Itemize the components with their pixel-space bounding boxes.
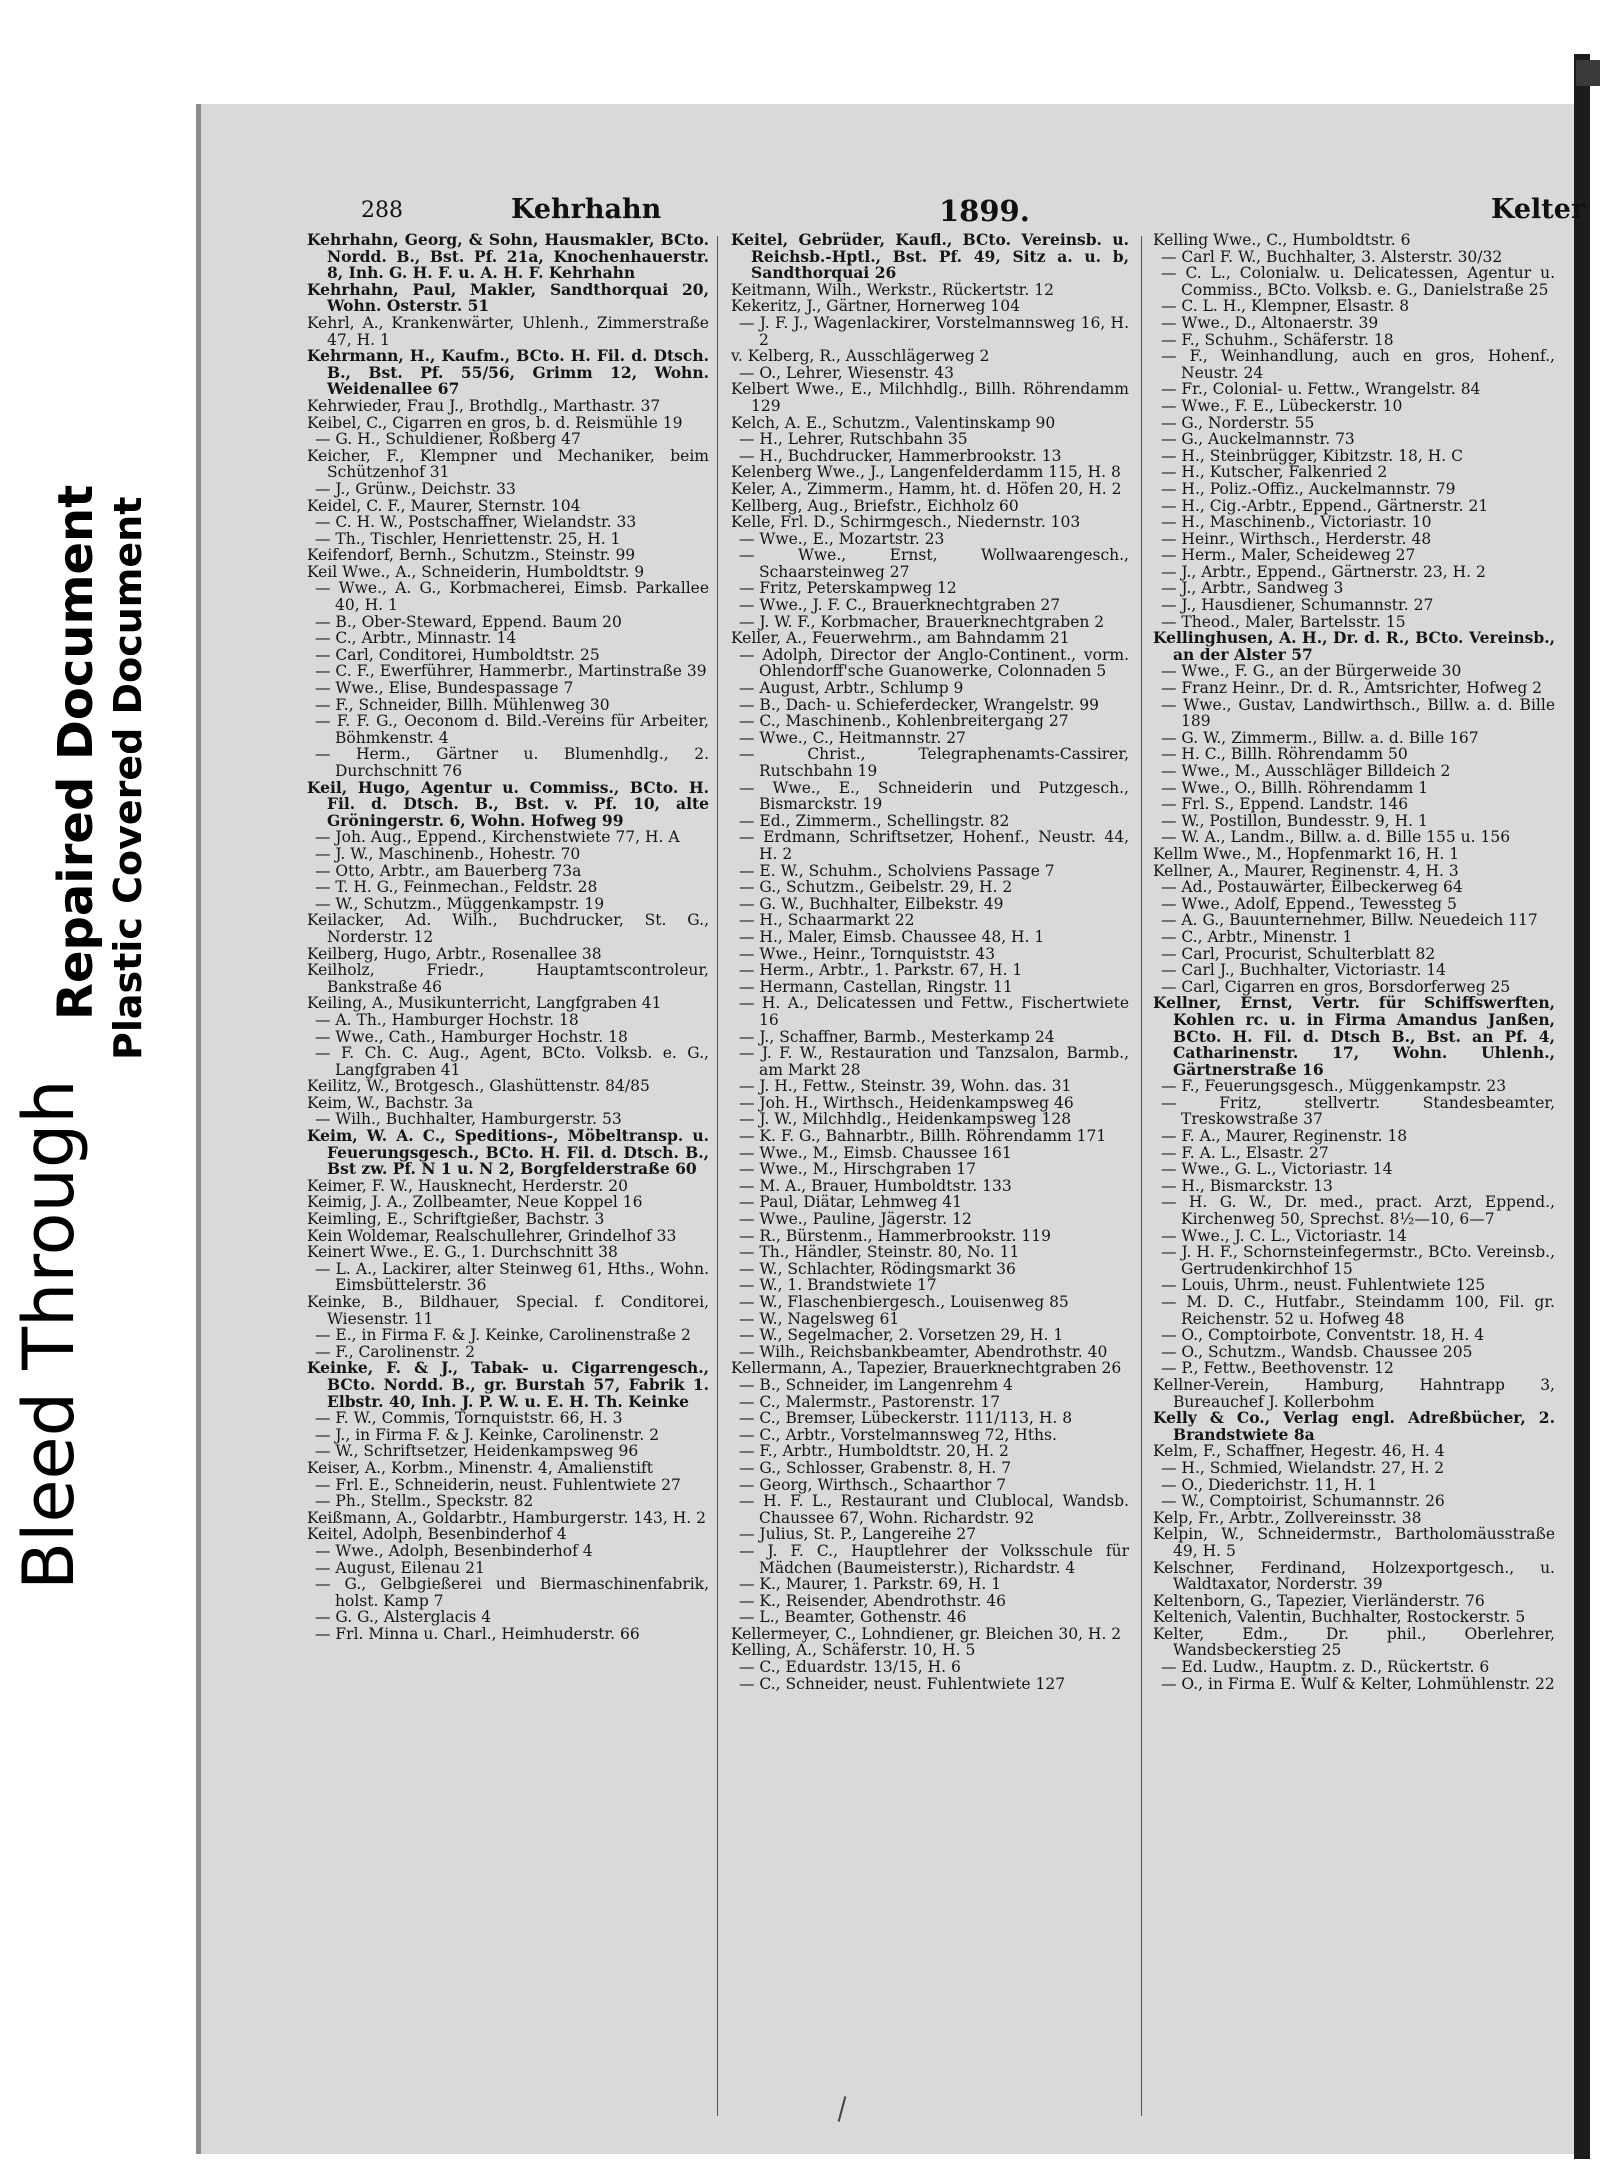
directory-entry: — T. H. G., Feinmechan., Feldstr. 28 [315,878,598,897]
directory-entry: — Paul, Diätar, Lehmweg 41 [739,1193,963,1212]
directory-entry: — Wwe., M., Eimsb. Chaussee 161 [739,1143,1012,1162]
directory-entry: — J. F. J., Wagenlackirer, Vorstelmannsweg 16, H. 2 [739,313,1129,349]
directory-column-2 [731,232,1129,2122]
directory-entry: — Joh. H., Wirthsch., Heidenkampsweg 46 [739,1093,1074,1112]
directory-entry: Keim, W. A. C., Speditions-, Möbeltransp. u. Feuerungsgesch., BCto. H. Fil. d. Dtsch. B., Bst zw. Pf. N 1 u. N 2, Borgfelderstraße 60 [307,1126,709,1179]
directory-entry: — M. A., Brauer, Humboldtstr. 133 [739,1176,1012,1195]
directory-entry: — J., Schaffner, Barmb., Mesterkamp 24 [739,1027,1055,1046]
directory-entry: — W. A., Landm., Billw. a. d. Bille 155 u. 156 [1161,828,1511,847]
directory-entry: Kelschner, Ferdinand, Holzexportgesch., u. Waldtaxator, Norderstr. 39 [1153,1558,1555,1594]
directory-entry: — Wwe., Elise, Bundespassage 7 [315,679,574,698]
directory-entry: — B., Dach- u. Schieferdecker, Wrangelstr. 99 [739,695,1099,714]
directory-entry: Keiling, A., Musikunterricht, Langfgraben 41 [307,994,662,1013]
directory-entry: Keim, W., Bachstr. 3a [307,1093,473,1112]
directory-entry: — W., Nagelsweg 61 [739,1309,900,1328]
directory-entry: — Wwe., C., Heitmannstr. 27 [739,728,966,747]
directory-entry: Kelp, Fr., Arbtr., Zollvereinsstr. 38 [1153,1508,1422,1527]
directory-entry: Kellermann, A., Tapezier, Brauerknechtgraben 26 [731,1359,1122,1378]
directory-entry: — Ph., Stellm., Speckstr. 82 [315,1492,534,1511]
directory-entry: — Erdmann, Schriftsetzer, Hohenf., Neustr. 44, H. 2 [739,828,1129,863]
directory-entry: Keilberg, Hugo, Arbtr., Rosenallee 38 [307,944,602,963]
directory-entry: — Louis, Uhrm., neust. Fuhlentwiete 125 [1161,1276,1486,1295]
directory-entry: — H., Cig.-Arbtr., Eppend., Gärtnerstr. 21 [1161,496,1489,515]
directory-entry: — Wwe., A. G., Korbmacherei, Eimsb. Parkallee 40, H. 1 [315,579,709,615]
directory-entry: — J. W. F., Korbmacher, Brauerknechtgraben 2 [739,612,1105,631]
directory-entry: Kelch, A. E., Schutzm., Valentinskamp 90 [731,413,1056,432]
directory-entry: — G., Schutzm., Geibelstr. 29, H. 2 [739,878,1013,897]
directory-entry: — C., Malermstr., Pastorenstr. 17 [739,1392,1001,1411]
directory-entry: — W., Schriftsetzer, Heidenkampsweg 96 [315,1442,639,1461]
directory-entry: — H., Bismarckstr. 13 [1161,1176,1333,1195]
directory-entry: — Ed., Zimmerm., Schellingstr. 82 [739,811,1010,830]
directory-entry: — J. H. F., Schornsteinfegermstr., BCto. Vereinsb., Gertrudenkirchhof 15 [1161,1243,1555,1278]
directory-entry: — Herm., Arbtr., 1. Parkstr. 67, H. 1 [739,961,1023,980]
directory-entry: — Frl. Minna u. Charl., Heimhuderstr. 66 [315,1624,640,1643]
directory-entry: Keil Wwe., A., Schneiderin, Humboldtstr. 9 [307,562,645,581]
directory-entry: Keltenich, Valentin, Buchhalter, Rostockerstr. 5 [1153,1608,1526,1627]
directory-entry: — Wwe., F. G., an der Bürgerweide 30 [1161,662,1462,681]
directory-entry: Kekeritz, J., Gärtner, Hornerweg 104 [731,297,1020,316]
directory-entry: — B., Ober-Steward, Eppend. Baum 20 [315,612,622,631]
directory-entry: — Wwe., G. L., Victoriastr. 14 [1161,1160,1393,1179]
directory-entry: — Wwe., Gustav, Landwirthsch., Billw. a. d. Bille 189 [1161,695,1555,731]
directory-entry: — Joh. Aug., Eppend., Kirchenstwiete 77, H. A [315,828,680,847]
directory-entry: — C. H. W., Postschaffner, Wielandstr. 33 [315,513,637,532]
directory-entry: — G., Auckelmannstr. 73 [1161,430,1355,449]
directory-entry: — Wwe., Adolf, Eppend., Tewessteg 5 [1161,894,1457,913]
directory-entry: — W., Postillon, Bundesstr. 9, H. 1 [1161,811,1428,830]
directory-entry: — Wilh., Reichsbankbeamter, Abendrothstr. 40 [739,1342,1108,1361]
page-edge-corner [1576,60,1600,86]
directory-entry: — B., Schneider, im Langenrehm 4 [739,1375,1013,1394]
directory-entry: — Th., Händler, Steinstr. 80, No. 11 [739,1243,1020,1262]
directory-entry: — H. A., Delicatessen und Fettw., Fischertwiete 16 [739,994,1129,1029]
directory-entry: — Herm., Gärtner u. Blumenhdlg., 2. Durchschnitt 76 [315,745,709,780]
directory-entry: — August, Eilenau 21 [315,1558,485,1577]
directory-entry: Keilholz, Friedr., Hauptamtscontroleur, Bankstraße 46 [307,961,709,996]
directory-entry: — Carl, Conditorei, Humboldtstr. 25 [315,645,600,664]
directory-entry: — J., in Firma F. & J. Keinke, Carolinenstr. 2 [315,1425,660,1444]
directory-entry: Kelling, A., Schäferstr. 10, H. 5 [731,1641,976,1660]
directory-entry: — Hermann, Castellan, Ringstr. 11 [739,977,1013,996]
directory-entry: — Heinr., Wirthsch., Herderstr. 48 [1161,529,1432,548]
directory-entry: — L. A., Lackirer, alter Steinweg 61, Hths., Wohn. Eimsbüttelerstr. 36 [315,1259,709,1295]
directory-entry: — H., Schmied, Wielandstr. 27, H. 2 [1161,1458,1445,1477]
directory-entry: — Wwe., O., Billh. Röhrendamm 1 [1161,778,1429,797]
directory-entry: Keiser, A., Korbm., Minenstr. 4, Amalienstift [307,1458,653,1477]
directory-entry: — F., Weinhandlung, auch en gros, Hohenf., Neustr. 24 [1161,347,1555,382]
directory-entry: — Christ., Telegraphenamts-Cassirer, Rutschbahn 19 [739,745,1129,780]
directory-entry: — K., Reisender, Abendrothstr. 46 [739,1591,1006,1610]
directory-entry: — Frl. E., Schneiderin, neust. Fuhlentwiete 27 [315,1475,681,1494]
directory-entry: Keilacker, Ad. Wilh., Buchdrucker, St. G., Norderstr. 12 [307,911,709,946]
directory-entry: — G., Gelbgießerei und Biermaschinenfabrik, holst. Kamp 7 [315,1575,709,1610]
directory-entry: — W., Schlachter, Rödingsmarkt 36 [739,1259,1016,1278]
directory-entry: — W., 1. Brandstwiete 17 [739,1276,937,1295]
running-head [361,194,1586,234]
directory-entry: Keißmann, A., Goldarbtr., Hamburgerstr. 143, H. 2 [307,1508,706,1527]
directory-entry: Kellermeyer, C., Lohndiener, gr. Bleichen 30, H. 2 [731,1624,1122,1643]
directory-entry: — Adolph, Director der Anglo-Continent., vorm. Ohlendorff'sche Guanowerke, Colonnaden 5 [739,645,1129,681]
directory-entry: — H., Lehrer, Rutschbahn 35 [739,430,968,449]
directory-entry: Keltenborn, G., Tapezier, Vierländerstr. 76 [1153,1591,1485,1610]
directory-entry: Keitmann, Wilh., Werkstr., Rückertstr. 12 [731,280,1054,299]
directory-column-1 [307,232,709,2122]
directory-entry: — E. W., Schuhm., Scholviens Passage 7 [739,861,1055,880]
left-catchword: Kehrhahn [511,194,662,225]
directory-entry: — G. G., Alsterglacis 4 [315,1608,492,1627]
directory-entry: — O., Diederichstr. 11, H. 1 [1161,1475,1378,1494]
directory-entry: — Wwe., Pauline, Jägerstr. 12 [739,1210,972,1229]
directory-entry: — F. Ch. C. Aug., Agent, BCto. Volksb. e. G., Langfgraben 41 [315,1044,709,1079]
directory-entry: Keimer, F. W., Hausknecht, Herderstr. 20 [307,1176,628,1195]
directory-entry: — F. F. G., Oeconom d. Bild.-Vereins für Arbeiter, Böhmkenstr. 4 [315,712,709,747]
directory-entry: — J. F. W., Restauration und Tanzsalon, Barmb., am Markt 28 [739,1044,1129,1079]
directory-entry: — G. W., Buchhalter, Eilbekstr. 49 [739,894,1004,913]
directory-entry: — A. Th., Hamburger Hochstr. 18 [315,1010,579,1029]
directory-entry: Keilitz, W., Brotgesch., Glashüttenstr. 84/85 [307,1077,650,1096]
directory-entry: Keibel, C., Cigarren en gros, b. d. Reismühle 19 [307,413,683,432]
directory-entry: Kelbert Wwe., E., Milchhdlg., Billh. Röhrendamm 129 [731,380,1129,415]
directory-entry: Keler, A., Zimmerm., Hamm, ht. d. Höfen 20, H. 2 [731,479,1122,498]
directory-entry: Kelle, Frl. D., Schirmgesch., Niedernstr. 103 [731,513,1081,532]
directory-entry: Kellner, A., Maurer, Reginenstr. 4, H. 3 [1153,861,1459,880]
directory-entry: — Wwe., E., Schneiderin und Putzgesch., Bismarckstr. 19 [739,778,1129,814]
directory-entry: — A. G., Bauunternehmer, Billw. Neuedeich 117 [1161,911,1538,930]
directory-entry: — H., Buchdrucker, Hammerbrookstr. 13 [739,446,1062,465]
column-rule [717,236,718,2116]
directory-entry: — W., Schutzm., Müggenkampstr. 19 [315,894,605,913]
directory-entry: — Herm., Maler, Scheideweg 27 [1161,546,1416,565]
directory-entry: — C., Maschinenb., Kohlenbreitergang 27 [739,712,1069,731]
directory-entry: Keitel, Gebrüder, Kaufl., BCto. Vereinsb. u. Reichsb.-Hptl., Bst. Pf. 49, Sitz a. u. b, Sandthorquai 26 [731,232,1129,283]
directory-entry: — H. F. L., Restaurant und Clublocal, Wandsb. Chaussee 67, Wohn. Richardstr. 92 [739,1492,1129,1527]
directory-entry: — Th., Tischler, Henriettenstr. 25, H. 1 [315,529,621,548]
directory-entry: — Georg, Wirthsch., Schaarthor 7 [739,1475,1007,1494]
directory-entry: — F., Schneider, Billh. Mühlenweg 30 [315,695,610,714]
directory-entry: — Wilh., Buchhalter, Hamburgerstr. 53 [315,1110,622,1129]
directory-entry: — Carl, Procurist, Schulterblatt 82 [1161,944,1436,963]
directory-entry: Kehrl, A., Krankenwärter, Uhlenh., Zimmerstraße 47, H. 1 [307,313,709,349]
directory-entry: — C., Bremser, Lübeckerstr. 111/113, H. 8 [739,1409,1073,1428]
directory-entry: — J. F. C., Hauptlehrer der Volksschule für Mädchen (Baumeisterstr.), Richardstr. 4 [739,1541,1129,1577]
directory-entry: — J., Arbtr., Sandweg 3 [1161,579,1344,598]
directory-entry: Kehrwieder, Frau J., Brothdlg., Marthastr. 37 [307,396,661,415]
directory-entry: — Wwe., Heinr., Tornquiststr. 43 [739,944,996,963]
directory-entry: Keil, Hugo, Agentur u. Commiss., BCto. H. Fil. d. Dtsch. B., Bst. v. Pf. 10, alte Gröningerstr. 6, Wohn. Hofweg 99 [307,777,709,830]
directory-entry: — J. W., Maschinenb., Hohestr. 70 [315,844,581,863]
directory-entry: Kelm, F., Schaffner, Hegestr. 46, H. 4 [1153,1442,1445,1461]
directory-entry: — Wwe., Adolph, Besenbinderhof 4 [315,1541,593,1560]
side-labels [0,0,190,2177]
directory-entry: — K., Maurer, 1. Parkstr. 69, H. 1 [739,1575,1002,1594]
directory-entry: Kelter, Edm., Dr. phil., Oberlehrer, Wandsbeckerstieg 25 [1153,1624,1555,1660]
directory-entry: — P., Fettw., Beethovenstr. 12 [1161,1359,1394,1378]
directory-entry: — Wwe., M., Hirschgraben 17 [739,1160,977,1179]
directory-entry: — F., Carolinenstr. 2 [315,1342,476,1361]
directory-entry: — H., Schaarmarkt 22 [739,911,915,930]
directory-entry: — F., Feuerungsgesch., Müggenkampstr. 23 [1161,1077,1507,1096]
year-heading: 1899. [939,194,1030,228]
plastic-covered-document-label: Plastic Covered Document [106,496,150,1060]
directory-entry: — R., Bürstenm., Hammerbrookstr. 119 [739,1226,1051,1245]
directory-entry: — J. W., Milchhdlg., Heidenkampsweg 128 [739,1110,1072,1129]
directory-entry: — O., Lehrer, Wiesenstr. 43 [739,363,954,382]
directory-entry: — Ed. Ludw., Hauptm. z. D., Rückertstr. 6 [1161,1658,1490,1677]
directory-entry: — H., Maler, Eimsb. Chaussee 48, H. 1 [739,927,1045,946]
directory-entry: — Fritz, stellvertr. Standesbeamter, Treskowstraße 37 [1161,1093,1555,1129]
directory-entry: — Carl F. W., Buchhalter, 3. Alsterstr. 30/32 [1161,247,1503,266]
repaired-document-label: Repaired Document [48,484,104,1020]
directory-entry: — M. D. C., Hutfabr., Steindamm 100, Fil. gr. Reichenstr. 52 u. Hofweg 48 [1161,1293,1555,1328]
directory-entry: — Otto, Arbtr., am Bauerberg 73a [315,861,582,880]
directory-entry: — O., in Firma E. Wulf & Kelter, Lohmühlenstr. 22 [1161,1674,1555,1693]
directory-entry: — Fr., Colonial- u. Fettw., Wrangelstr. 84 [1161,380,1481,399]
directory-entry: — Ad., Postauwärter, Eilbeckerweg 64 [1161,878,1463,897]
directory-entry: Kein Woldemar, Realschullehrer, Grindelhof 33 [307,1226,677,1245]
directory-entry: — W., Comptoirist, Schumannstr. 26 [1161,1492,1445,1511]
directory-entry: Kelpin, W., Schneidermstr., Bartholomäusstraße 49, H. 5 [1153,1525,1555,1560]
directory-entry: Kelenberg Wwe., J., Langenfelderdamm 115, H. 8 [731,463,1121,482]
directory-entry: — Fritz, Peterskampweg 12 [739,579,957,598]
right-catchword: Kelter [1491,194,1586,225]
directory-entry: Keifendorf, Bernh., Schutzm., Steinstr. 99 [307,546,636,565]
directory-entry: — C., Schneider, neust. Fuhlentwiete 127 [739,1674,1066,1693]
directory-entry: Kehrmann, H., Kaufm., BCto. H. Fil. d. Dtsch. B., Bst. Pf. 55/56, Grimm 12, Wohn. Weidenallee 67 [307,346,709,399]
directory-entry: — J., Arbtr., Eppend., Gärtnerstr. 23, H. 2 [1161,562,1486,581]
directory-entry: — J. H., Fettw., Steinstr. 39, Wohn. das. 31 [739,1077,1072,1096]
directory-entry: — W., Segelmacher, 2. Vorsetzen 29, H. 1 [739,1326,1064,1345]
directory-entry: — G. W., Zimmerm., Billw. a. d. Bille 167 [1161,728,1479,747]
directory-entry: Kelly & Co., Verlag engl. Adreßbücher, 2. Brandstwiete 8a [1153,1408,1555,1444]
directory-entry: Keinke, B., Bildhauer, Special. f. Conditorei, Wiesenstr. 11 [307,1293,709,1328]
directory-entry: — F. A., Maurer, Reginenstr. 18 [1161,1127,1408,1146]
directory-entry: — L., Beamter, Gothenstr. 46 [739,1608,967,1627]
directory-entry: Keinert Wwe., E. G., 1. Durchschnitt 38 [307,1243,618,1262]
directory-entry: — G. H., Schuldiener, Roßberg 47 [315,430,581,449]
directory-entry: Kellm Wwe., M., Hopfenmarkt 16, H. 1 [1153,844,1460,863]
directory-entry: — Carl J., Buchhalter, Victoriastr. 14 [1161,961,1446,980]
directory-entry: — F. W., Commis, Tornquiststr. 66, H. 3 [315,1409,623,1428]
directory-entry: — Wwe., Ernst, Wollwaarengesch., Schaarsteinweg 27 [739,546,1129,581]
directory-entry: Kellner, Ernst, Vertr. für Schiffswerften, Kohlen rc. u. in Firma Amandus Janßen, BCto. H. Fil. d. Dtsch B., Bst. an Pf. 4, Catharinenstr. 17, Wohn. Uhlenh., Gärtnerstraße 16 [1153,993,1555,1079]
directory-entry: — H., Poliz.-Offiz., Auckelmannstr. 79 [1161,479,1456,498]
directory-entry: — Wwe., M., Ausschläger Billdeich 2 [1161,762,1451,780]
directory-column-3 [1153,232,1555,2122]
directory-entry: v. Kelberg, R., Ausschlägerweg 2 [731,347,990,366]
page-number: 288 [361,198,403,223]
directory-entry: — F., Schuhm., Schäferstr. 18 [1161,330,1394,349]
directory-entry: — C. F., Ewerführer, Hammerbr., Martinstraße 39 [315,662,707,681]
directory-entry: Keitel, Adolph, Besenbinderhof 4 [307,1525,567,1544]
directory-entry: — C., Eduardstr. 13/15, H. 6 [739,1658,961,1677]
directory-entry: Keller, A., Feuerwehrm., am Bahndamm 21 [731,629,1070,648]
directory-entry: Keicher, F., Klempner und Mechaniker, beim Schützenhof 31 [307,446,709,482]
bleed-through-label: Bleed Through [8,1079,90,1590]
directory-entry: — H., Kutscher, Falkenried 2 [1161,463,1388,482]
directory-entry: — G., Schlosser, Grabenstr. 8, H. 7 [739,1458,1012,1477]
directory-entry: — O., Schutzm., Wandsb. Chaussee 205 [1161,1342,1473,1361]
directory-entry: — Wwe., J. C. L., Victoriastr. 14 [1161,1226,1407,1245]
directory-entry: Kellinghusen, A. H., Dr. d. R., BCto. Vereinsb., an der Alster 57 [1153,628,1555,664]
directory-entry: — Wwe., Cath., Hamburger Hochstr. 18 [315,1027,628,1046]
directory-entry: — C., Arbtr., Vorstelmannsweg 72, Hths. [739,1425,1057,1444]
directory-entry: — H., Maschinenb., Victoriastr. 10 [1161,513,1432,532]
directory-entry: — H., Steinbrügger, Kibitzstr. 18, H. C [1161,446,1463,465]
directory-entry: — Julius, St. P., Langereihe 27 [739,1525,977,1544]
directory-entry: Kellner-Verein, Hamburg, Hahntrapp 3, Bureauchef J. Kollerbohm [1153,1375,1555,1411]
directory-entry: — Wwe., F. E., Lübeckerstr. 10 [1161,396,1403,415]
scanned-page [196,104,1586,2154]
directory-entry: — F. A. L., Elsastr. 27 [1161,1143,1329,1162]
directory-entry: — O., Comptoirbote, Conventstr. 18, H. 4 [1161,1326,1485,1345]
directory-entry: — J., Hausdiener, Schumannstr. 27 [1161,596,1434,615]
directory-entry: — C. L., Colonialw. u. Delicatessen, Agentur u. Commiss., BCto. Volksb. e. G., Danielstraße 25 [1161,264,1555,299]
directory-entry: Kehrhahn, Paul, Makler, Sandthorquai 20, Wohn. Osterstr. 51 [307,279,709,316]
directory-entry: — Carl, Cigarren en gros, Borsdorferweg 25 [1161,977,1511,996]
column-rule [1141,236,1142,2116]
directory-entry: — K. F. G., Bahnarbtr., Billh. Röhrendamm 171 [739,1127,1107,1146]
directory-entry: — J., Grünw., Deichstr. 33 [315,479,516,498]
directory-entry: Keimig, J. A., Zollbeamter, Neue Koppel 16 [307,1193,643,1212]
directory-entry: — H. C., Billh. Röhrendamm 50 [1161,745,1408,764]
directory-entry: — Theod., Maler, Bartelsstr. 15 [1161,612,1406,631]
directory-entry: — August, Arbtr., Schlump 9 [739,679,964,698]
directory-entry: Kehrhahn, Georg, & Sohn, Hausmakler, BCto. Nordd. B., Bst. Pf. 21a, Knochenhauerstr. 8, Inh. G. H. F. u. A. H. F. Kehrhahn [307,232,709,283]
directory-entry: Keidel, C. F., Maurer, Sternstr. 104 [307,496,581,515]
directory-entry: — Wwe., J. F. C., Brauerknechtgraben 27 [739,596,1061,615]
directory-entry: Kelling Wwe., C., Humboldtstr. 6 [1153,232,1411,249]
directory-entry: — Frl. S., Eppend. Landstr. 146 [1161,795,1409,814]
directory-entry: — G., Norderstr. 55 [1161,413,1315,432]
page-edge-shadow [1574,54,1590,2159]
directory-entry: — Wwe., D., Altonaerstr. 39 [1161,313,1379,332]
directory-entry: — Wwe., E., Mozartstr. 23 [739,529,945,548]
directory-entry: Keinke, F. & J., Tabak- u. Cigarrengesch., BCto. Nordd. B., gr. Burstah 57, Fabrik 1. Elbstr. 40, Inh. J. P. W. u. E. H. Th. Keinke [307,1358,709,1411]
directory-entry: Keimling, E., Schriftgießer, Bachstr. 3 [307,1210,605,1229]
directory-entry: — H. G. W., Dr. med., pract. Arzt, Eppend., Kirchenweg 50, Sprechst. 8½—10, 6—7 [1161,1193,1555,1229]
directory-entry: — W., Flaschenbiergesch., Louisenweg 85 [739,1293,1069,1311]
directory-entry: — C. L. H., Klempner, Elsastr. 8 [1161,297,1410,316]
directory-entry: — E., in Firma F. & J. Keinke, Carolinenstraße 2 [315,1326,691,1345]
directory-entry: — C., Arbtr., Minnastr. 14 [315,629,517,648]
directory-entry: Kellberg, Aug., Briefstr., Eichholz 60 [731,496,1019,515]
directory-entry: — Franz Heinr., Dr. d. R., Amtsrichter, Hofweg 2 [1161,679,1543,698]
directory-entry: — C., Arbtr., Minenstr. 1 [1161,927,1353,946]
directory-entry: — F., Arbtr., Humboldtstr. 20, H. 2 [739,1442,1009,1461]
